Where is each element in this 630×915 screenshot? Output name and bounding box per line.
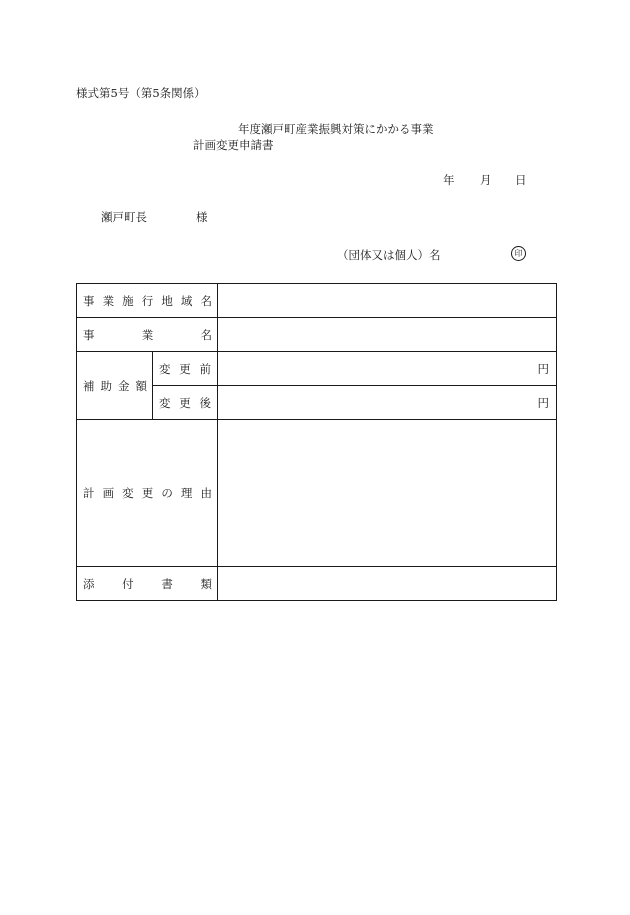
- label-char: 事: [83, 327, 95, 342]
- before-change-label: [153, 352, 218, 386]
- yen-unit: 円: [537, 395, 549, 410]
- label-char: 類: [200, 576, 212, 591]
- application-form-table: [76, 283, 557, 601]
- label-char: 変: [122, 486, 134, 500]
- document-title-line2: 計画変更申請書: [193, 138, 274, 152]
- after-change-label: [153, 386, 218, 420]
- before-change-label-text: [159, 361, 211, 377]
- label-char: 名: [200, 327, 212, 342]
- addressee-name: 瀬戸町長: [101, 210, 147, 224]
- attachments-label: [77, 567, 218, 601]
- label-char: 計: [83, 486, 95, 500]
- label-char: の: [161, 486, 173, 500]
- date-day-label: 日: [515, 173, 527, 187]
- project-name-label: [77, 318, 218, 352]
- attachments-field[interactable]: [218, 567, 557, 601]
- yen-unit: 円: [537, 361, 549, 376]
- label-char: 後: [199, 395, 211, 410]
- label-char: 金: [118, 378, 130, 393]
- table-row: [77, 420, 557, 567]
- change-reason-label-text: [83, 485, 212, 501]
- label-char: 額: [135, 378, 147, 393]
- applicant-name-label: （団体又は個人）名: [337, 248, 441, 262]
- label-char: 更: [179, 395, 191, 410]
- label-char: 書: [161, 576, 173, 591]
- subsidy-amount-label: [77, 352, 153, 420]
- table-row: [77, 352, 557, 386]
- label-char: 施: [122, 293, 134, 308]
- label-char: 助: [100, 378, 112, 393]
- table-row: [77, 318, 557, 352]
- project-name-label-text: [83, 327, 212, 343]
- table-row: [77, 284, 557, 318]
- date-month-label: 月: [480, 173, 492, 187]
- label-char: 行: [141, 293, 154, 308]
- label-char: 画: [102, 486, 115, 500]
- label-char: 地: [161, 293, 173, 308]
- label-char: 由: [200, 486, 212, 500]
- table-row: [77, 567, 557, 601]
- after-change-label-text: [159, 395, 211, 411]
- form-number: 様式第5号（第5条関係）: [76, 86, 206, 100]
- label-char: 前: [199, 361, 211, 376]
- label-char: 補: [83, 378, 95, 393]
- label-char: 付: [122, 576, 134, 591]
- label-char: 名: [200, 293, 212, 308]
- project-name-field[interactable]: [218, 318, 557, 352]
- label-char: 域: [180, 293, 193, 308]
- label-char: 添: [83, 576, 95, 591]
- label-char: 変: [159, 395, 171, 410]
- project-area-field[interactable]: [218, 284, 557, 318]
- label-char: 業: [141, 327, 154, 342]
- change-reason-field[interactable]: [218, 420, 557, 567]
- label-char: 変: [159, 361, 171, 376]
- project-area-label-text: [83, 293, 212, 309]
- label-char: 更: [179, 361, 191, 376]
- label-char: 理: [180, 486, 193, 500]
- label-char: 事: [83, 293, 95, 308]
- after-change-amount-field[interactable]: [218, 386, 557, 420]
- label-char: 更: [141, 486, 154, 500]
- date-year-label: 年: [443, 173, 455, 187]
- subsidy-amount-label-text: [83, 378, 147, 394]
- label-char: 業: [102, 293, 115, 308]
- project-area-label: [77, 284, 218, 318]
- seal-mark-icon: 印: [511, 246, 526, 261]
- change-reason-label: [77, 420, 218, 567]
- before-change-amount-field[interactable]: [218, 352, 557, 386]
- attachments-label-text: [83, 576, 212, 592]
- document-title-line1: 年度瀬戸町産業振興対策にかかる事業: [238, 122, 434, 136]
- addressee-honorific: 様: [196, 210, 208, 224]
